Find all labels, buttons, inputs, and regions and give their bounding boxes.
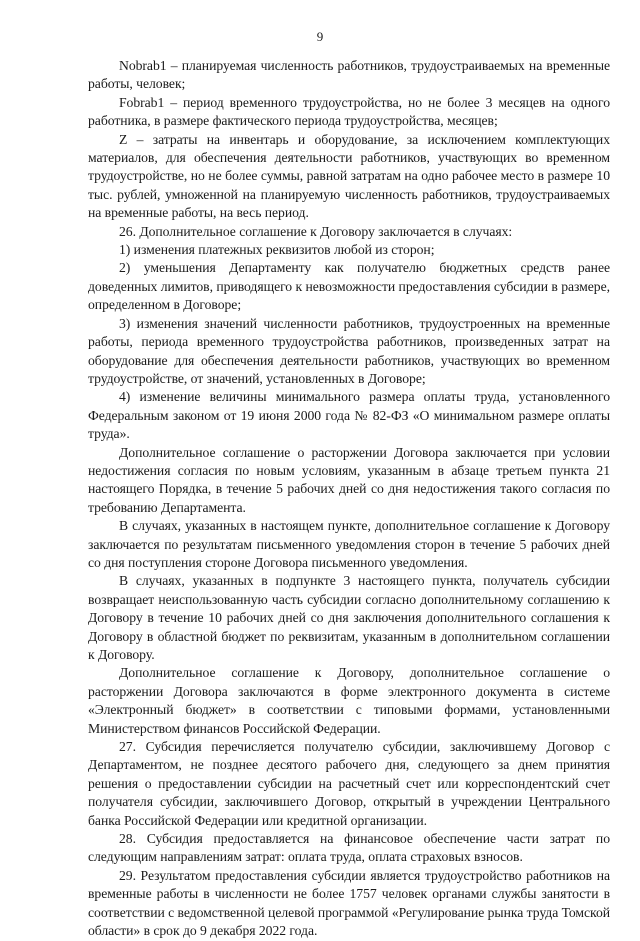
- paragraph-termination-agreement: Дополнительное соглашение о расторжении Договора заключается при условии недостижения согласия по новым условиям, указанным в абзаце третьем пункта 21 настоящего Порядка, в течение 5 рабочих дней со дня недостижения такого согласия по требованию Департамента.: [88, 444, 610, 515]
- paragraph-nobrab1-definition: Nobrab1 – планируемая численность работников, трудоустраиваемых на временные работы, человек;: [88, 58, 610, 92]
- paragraph-fobrab1-definition: Fobrab1 – период временного трудоустройства, но не более 3 месяцев на одного работника, в размере фактического периода трудоустройства, месяцев;: [88, 94, 610, 129]
- paragraph-clause-29: 29. Результатом предоставления субсидии является трудоустройство работников на временные работы в численности не более 1757 человек органами службы занятости в соответствии с ведомственной целевой программой «Регулирование рынка труда Томской области» в срок до 9 декабря 2022 года.: [88, 867, 611, 939]
- page-number: 9: [316, 29, 324, 44]
- paragraph-written-notice: В случаях, указанных в настоящем пункте, дополнительное соглашение к Договору заключается по результатам письменного уведомления сторон в течение 5 рабочих дней со дня поступления стороне Договора письменного уведомления.: [88, 518, 610, 570]
- paragraph-clause-26-item-4: 4) изменение величины минимального размера оплаты труда, установленного Федеральным законом от 19 июня 2000 года № 82-ФЗ «О минимальном размере оплаты труда».: [88, 389, 610, 442]
- paragraph-z-definition: Z – затраты на инвентарь и оборудование, за исключением комплектующих материалов, для обеспечения деятельности работников, участвующих во временном трудоустройстве, но не более суммы, равной затратам на одно рабочее место в размере 10 тыс. рублей, умноженной на планируемую численность работников, трудоустраиваемых на временные работы, на весь период.: [88, 131, 610, 221]
- paragraph-clause-26-item-2: 2) уменьшения Департаменту как получателю бюджетных средств ранее доведенных лимитов, приводящего к невозможности предоставления субсидии в размере, определенном в Договоре;: [88, 260, 610, 313]
- paragraph-clause-27: 27. Субсидия перечисляется получателю субсидии, заключившему Договор с Департаментом, не позднее десятого рабочего дня, следующего за днем принятия решения о предоставлении субсидии на расчетный счет или корреспондентский счет получателя субсидии, заключившего Договор, открытый в учреждении Центрального банка Российской Федерации или кредитной организации.: [88, 739, 610, 828]
- paragraph-clause-28: 28. Субсидия предоставляется на финансовое обеспечение части затрат по следующим направлениям затрат: оплата труда, оплата страховых взносов.: [88, 831, 610, 865]
- paragraph-electronic-budget: Дополнительное соглашение к Договору, дополнительное соглашение о расторжении Договора заключаются в форме электронного документа в системе «Электронный бюджет» в соответствии с типовыми формами, установленными Министерством финансов Российской Федерации.: [88, 665, 610, 736]
- document-body: [88, 57, 610, 941]
- paragraph-clause-26-item-1: 1) изменения платежных реквизитов любой из сторон;: [119, 242, 435, 258]
- paragraph-clause-26-item-3: 3) изменения значений численности работников, трудоустроенных на временные работы, периода временного трудоустройства работников, произведенных затрат на оборудование для обеспечения деятельности работников, участвующих во временном трудоустройстве, от значений, установленных в Договоре;: [88, 315, 610, 386]
- paragraph-clause-26: 26. Дополнительное соглашение к Договору заключается в случаях:: [119, 223, 513, 239]
- paragraph-subsidy-return: В случаях, указанных в подпункте 3 настоящего пункта, получатель субсидии возвращает неиспользованную часть субсидии согласно дополнительному соглашению к Договору в течение 10 рабочих дней со дня заключения дополнительного соглашения к Договору в областной бюджет по реквизитам, указанным в дополнительном соглашении к Договору.: [88, 573, 610, 662]
